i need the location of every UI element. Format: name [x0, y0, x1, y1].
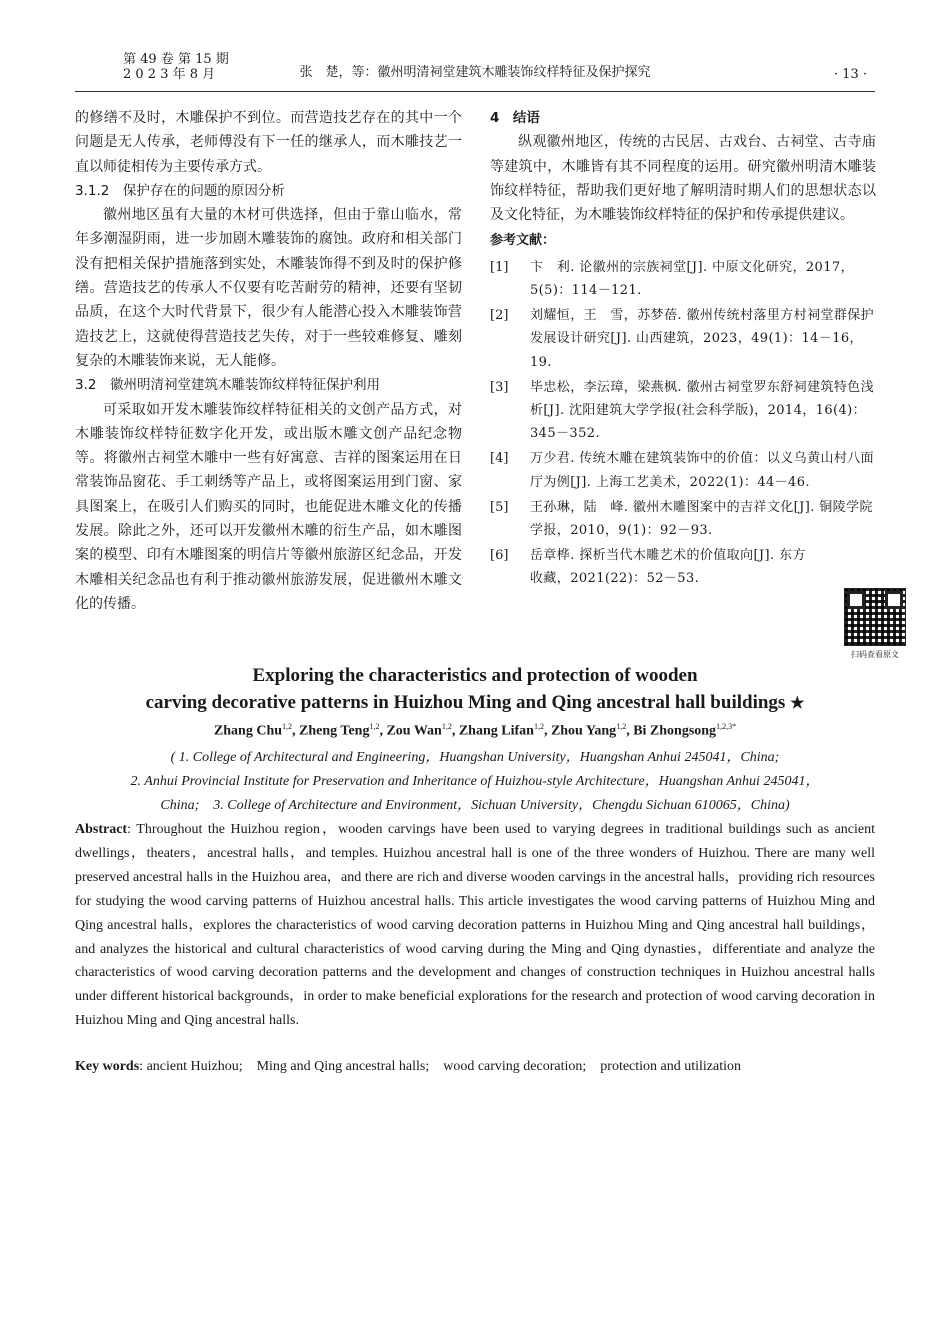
running-title: 张 楚，等：徽州明清祠堂建筑木雕装饰纹样特征及保护探究 — [299, 65, 651, 80]
english-title-line1: Exploring the characteristics and protection of wooden — [252, 665, 698, 686]
reference-number: [6] — [490, 548, 509, 564]
author-affiliation-mark: 1,2 — [369, 722, 380, 731]
affiliation-text: China; 3. College of Architecture and Environment，Sichuan University，Chengdu Sichuan 610065，China) — [160, 798, 790, 813]
reference-number: [1] — [490, 259, 509, 275]
english-title-line2: carving decorative patterns in Huizhou Ming and Qing ancestral hall buildings — [145, 692, 786, 713]
header-rule — [75, 91, 875, 92]
author-name: Zhang Lifan — [458, 723, 534, 739]
star-icon: ★ — [790, 695, 805, 712]
author-affiliation-mark: 1,2 — [441, 722, 452, 731]
reference-number: [5] — [490, 499, 509, 515]
author-name: Bi Zhongsong — [633, 723, 717, 739]
reference-text: 岳章桦. 探析当代木雕艺术的价值取向[J]. 东方收藏，2021(22)：52－53. — [530, 548, 806, 587]
reference-list — [490, 256, 876, 591]
author-affiliation-mark: 1,2 — [533, 722, 544, 731]
paragraph: 徽州地区虽有大量的木材可供选择，但由于靠山临水，常年多潮湿阴雨，进一步加剧木雕装饰的腐蚀。政府和相关部门没有把相关保护措施落到实处，木雕装饰得不到及时的保护修缮。营造技艺的传承人不仅要有吃苦耐劳的精神，还要有坚韧品质，在这个大时代背景下，很少有人能潜心投入木雕装饰营造技艺上，这就使得营造技艺失传，对于一些较难修复、雕刻复杂的木雕装饰来说，无人能修。 — [75, 207, 462, 369]
reference-number: [4] — [490, 451, 509, 467]
reference-text: 卞 利. 论徽州的宗族祠堂[J]. 中原文化研究，2017，5(5)：114－121. — [530, 259, 854, 298]
reference-item — [490, 376, 876, 446]
abstract-text: Throughout the Huizhou region，wooden carvings have been used to varying degrees in traditional buildings such as ancient dwellings，theaters，ancestral halls，and temples. Huizhou ancestral hall is one of the three wonders of Huizhou. There are many well preserved ancestral halls in the Huizhou area，and there are rich and diverse wooden carvings in the ancestral halls，providing rich resources for studying the wood carving patterns of Huizhou ancestral halls. This article investigates the wood carving patterns of Huizhou Ming and Qing ancestral halls，explores the characteristics of wood carving decoration patterns in Huizhou Ming and Qing ancestral hall buildings，and analyzes the historical and cultural characteristics of wood carving during the Ming and Qing dynasties，differentiate and analyze the characteristics of wood carving decoration patterns and the development and changes of construction techniques in Huizhou ancestral halls under different historical backgrounds，in order to make beneficial explorations for the research and protection of wood carving decoration in Huizhou Ming and Qing ancestral halls. — [75, 822, 875, 1029]
page-header — [75, 52, 875, 90]
reference-number: [3] — [490, 379, 509, 395]
author-affiliation-mark: 1,2,3* — [716, 722, 737, 731]
qr-caption: 扫码查看原文 — [851, 650, 899, 659]
affiliation-line — [75, 770, 875, 790]
paragraph: 的修缮不及时，木雕保护不到位。而营造技艺存在的其中一个问题是无人传承，老师傅没有下一任的继承人，而木雕技艺一直以师徒相传为主要传承方式。 — [75, 110, 462, 175]
author-name: Zou Wan — [386, 723, 442, 739]
volume-line: 第 49 卷 第 15 期 — [123, 52, 229, 67]
section-heading: 3.1.2 保护存在的问题的原因分析 — [75, 182, 285, 199]
date-line: 2 0 2 3 年 8 月 — [123, 67, 216, 82]
keywords: Key words: ancient Huizhou; Ming and Qing ancestral halls; wood carving decoration; protection and utilization — [75, 1059, 742, 1074]
section-heading: 4 结语 — [490, 110, 540, 126]
affiliation-text: ( 1. College of Architectural and Engineering，Huangshan University，Huangshan Anhui 245041，China; — [170, 750, 780, 765]
abstract: Abstract: Throughout the Huizhou region，wooden carvings have been used to varying degrees in traditional buildings such as ancient dwellings，theaters，ancestral halls，and temples. Huizhou ancestral hall is one of the three wonders of Huizhou. There are many well preserved ancestral halls in the Huizhou area，and there are rich and diverse wooden carvings in the ancestral halls，providing rich resources for studying the wood carving patterns of Huizhou ancestral halls. This article investigates the wood carving patterns of Huizhou Ming and Qing ancestral halls，explores the characteristics of wood carving decoration patterns in Huizhou Ming and Qing ancestral hall buildings，and analyzes the historical and cultural characteristics of wood carving during the Ming and Qing dynasties，differentiate and analyze the characteristics of wood carving decoration patterns and the development and changes of construction techniques in Huizhou ancestral halls under different historical backgrounds，in order to make beneficial explorations for the research and protection of wood carving decoration in Huizhou Ming and Qing ancestral halls. — [75, 822, 875, 1029]
reference-item — [490, 496, 876, 542]
qr-code-icon[interactable] — [844, 588, 906, 646]
reference-text: 刘耀恒，王 雪，苏梦蓓. 徽州传统村落里方村祠堂群保护发展设计研究[J]. 山西建筑，2023，49(1)：14－16，19. — [530, 308, 875, 370]
reference-item — [490, 304, 876, 374]
author-name: Zhang Chu — [213, 723, 283, 739]
author-name: Zhou Yang — [550, 723, 617, 739]
keywords-label: Key words — [75, 1059, 140, 1074]
reference-text: 毕忠松，李沄璋，梁燕枫. 徽州古祠堂罗东舒祠建筑特色浅析[J]. 沈阳建筑大学学报(社会科学版)，2014，16(4)：345－352. — [530, 379, 875, 442]
reference-item — [490, 544, 815, 590]
reference-item — [490, 447, 876, 493]
paragraph: 纵观徽州地区，传统的古民居、古戏台、古祠堂、古寺庙等建筑中，木雕皆有其不同程度的运用。研究徽州明清木雕装饰纹样特征，帮助我们更好地了解明清时期人们的思想状态以及文化特征，为木雕装饰纹样特征的保护和传承提供建议。 — [490, 134, 876, 224]
affiliation-text: 2. Anhui Provincial Institute for Preservation and Inheritance of Huizhou-style Architecture，Huangshan Anhui 245041， — [130, 774, 820, 789]
abstract-label: Abstract — [75, 822, 128, 837]
english-title — [75, 662, 875, 717]
author-list: Zhang Chu$^{1,2}$, Zheng Teng$^{1,2}$, Zou Wan$^{1,2}$, Zhang Lifan$^{1,2}$, Zhou Yang$^{1,2}$, Bi Zhongsong$^{1,2,3*}$ — [213, 722, 737, 739]
affiliation-line — [75, 794, 875, 814]
right-column — [490, 106, 876, 591]
reference-text: 万少君. 传统木雕在建筑装饰中的价值：以义乌黄山村八面厅为例[J]. 上海工艺美术，2022(1)：44－46. — [530, 451, 875, 490]
left-column — [75, 106, 462, 616]
section-heading: 3.2 徽州明清祠堂建筑木雕装饰纹样特征保护利用 — [75, 377, 380, 394]
reference-item — [490, 256, 876, 302]
page-number: · 13 · — [833, 67, 867, 82]
references-title: 参考文献： — [490, 233, 556, 249]
affiliation-line — [75, 746, 875, 766]
qr-code[interactable] — [820, 588, 930, 660]
keywords-text: ancient Huizhou; Ming and Qing ancestral halls; wood carving decoration; protection and utilization — [146, 1059, 742, 1074]
paragraph: 可采取如开发木雕装饰纹样特征相关的文创产品方式，对木雕装饰纹样特征数字化开发，或出版木雕文创产品纪念物等。将徽州古祠堂木雕中一些有好寓意、吉祥的图案运用在日常装饰品窗花、手工刺绣等产品上，或将图案运用到门窗、家具图案上，在吸引人们购买的同时，也能促进木雕文化的传播发展。除此之外，还可以开发徽州木雕的衍生产品，如木雕图案的模型、印有木雕图案的明信片等徽州旅游区纪念品，开发木雕相关纪念品也有利于推动徽州旅游发展，促进徽州木雕文化的传播。 — [75, 401, 462, 612]
reference-number: [2] — [490, 308, 509, 324]
author-affiliation-mark: 1,2 — [616, 722, 627, 731]
reference-text: 王孙琳，陆 峰. 徽州木雕图案中的吉祥文化[J]. 铜陵学院学报，2010，9(1)：92－93. — [530, 499, 873, 539]
author-affiliation-mark: 1,2 — [282, 722, 293, 731]
author-name: Zheng Teng — [299, 723, 370, 739]
